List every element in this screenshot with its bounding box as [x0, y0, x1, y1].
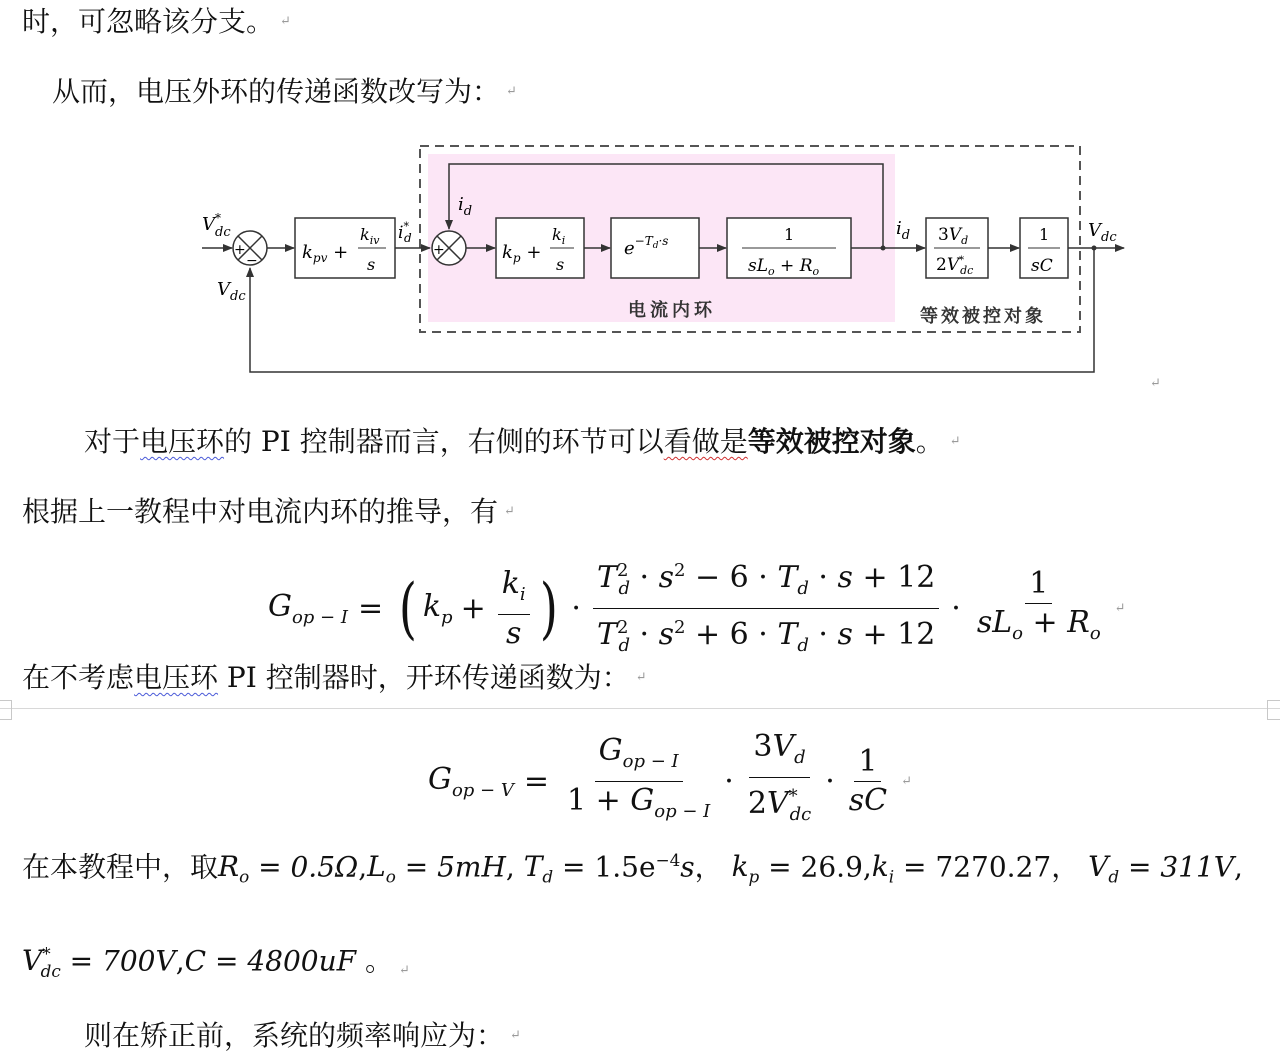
param-c: 4800uF [247, 944, 357, 978]
svg-text:2V*dc: 2V* dc [936, 255, 974, 277]
text-line-5-voltage-loop: 电压环 [134, 661, 219, 694]
params-prefix: 在本教程中，取 [22, 850, 219, 884]
svg-text:sLo + Ro: $sL_o + R_o$ [748, 256, 820, 278]
param-td-exp: −4 [655, 850, 681, 870]
param-td-unit: s [680, 850, 695, 884]
page-break-line [0, 708, 1280, 709]
text-line-3-end: 。 [915, 425, 944, 458]
svg-text:3Vd: $3V_d$ [938, 225, 969, 247]
text-line-5-c: PI 控制器时，开环传递函数为： [218, 661, 630, 694]
text-line-3-voltage-loop: 电压环 [140, 425, 225, 458]
svg-text:s: s [556, 255, 565, 274]
paragraph-mark: ↵ [510, 1028, 521, 1043]
eq1-lhs: $G_{op - I}$ [268, 589, 348, 628]
text-line-params: 在本教程中，取$R_o = 0.5\Omega,L_o = 5mH$, $T_d = 1.5e^{-4}s$， $k_p = 26.9,k_i = 7270.27$， $V_d = 311V$, [22, 850, 1243, 887]
param-lo: 5mH [437, 850, 506, 884]
svg-text:s: s [367, 255, 376, 274]
param-vd: 311V [1160, 850, 1235, 884]
param-vdc-ref: 700V [102, 944, 176, 978]
paragraph-mark: ↵ [901, 773, 912, 789]
text-line-1 [22, 4, 291, 40]
text-line-3-equiv-plant: 等效被控对象 [747, 425, 916, 458]
svg-text:kpv +: $k_{pv}$ + [302, 242, 349, 265]
plant-numerator: 1 [784, 225, 795, 244]
param-td: 1.5e [594, 850, 656, 884]
svg-text:kiv: $k_{iv}$ [360, 225, 380, 247]
equiv-plant-label: 等效被控对象 [920, 306, 1046, 327]
inner-loop-label: 电流内环 [628, 300, 716, 321]
param-ro: 0.5Ω [290, 850, 359, 884]
sum-junction-outer [233, 231, 267, 269]
text-line-4-content: 根据上一教程中对电流内环的推导，有 [22, 495, 499, 528]
eq2-lhs: $G_{op - V}$ [428, 761, 514, 801]
text-line-3-a: 对于 [84, 425, 141, 458]
sum-minus-sign: − [246, 253, 258, 269]
label-id-feedback: $i_d$ [458, 194, 473, 219]
text-line-1-content: 时，可忽略该分支。 [22, 5, 275, 38]
equation-gop-i: $G_{op - I}$ = ( $k_p$ + $\frac{k_i}{s}$ ) · $\frac{T^2_d \cdot s^2 - 6 \cdot T_d \cdot s + 12}{T^2_d \cdot s^2 + 6 \cdot T_d \cdot s + 12}$ · $\frac{1}{sL_o + R_o}$ ↵ [268, 552, 1126, 665]
equation-gop-v: $G_{op - V}$ = $\frac{G_{op - I}}{1 + G_{op - I}}$ · $\frac{3V_d}{2V^*_{dc}}$ · $\frac{1}{sC}$ ↵ [428, 729, 912, 825]
text-line-3 [84, 424, 961, 460]
text-line-2-content: 从而，电压外环的传递函数改写为： [52, 75, 501, 108]
svg-text:ki: $k_i$ [552, 225, 566, 247]
label-vdc-ref: V* dc [202, 211, 231, 240]
paragraph-mark: ↵ [280, 14, 291, 29]
label-id-ref: i* d [398, 220, 412, 245]
page-corner-right [1267, 700, 1280, 720]
text-line-8-content: 则在矫正前，系统的频率响应为： [84, 1019, 505, 1052]
param-ki: 7270.27 [935, 850, 1052, 884]
svg-text:kp +: $k_p$ + [502, 242, 542, 265]
text-line-params-2: $V^*_{dc} = 700V,C = 4800uF$ 。 ↵ [22, 944, 410, 981]
paragraph-mark: ↵ [1114, 601, 1126, 616]
paragraph-mark: ↵ [949, 434, 961, 449]
block-diagram [190, 140, 1150, 390]
paragraph-mark: ↵ [1150, 376, 1161, 391]
page-corner-left [0, 700, 12, 720]
text-line-5-a: 在不考虑 [22, 661, 135, 694]
text-line-8 [84, 1018, 521, 1054]
svg-text:e−Td·s: $e^{-T}d\cdot s$ [624, 234, 669, 259]
paragraph-mark: ↵ [635, 670, 647, 685]
label-vdc-feedback: $V_{dc}$ [217, 279, 246, 304]
paragraph-mark: ↵ [398, 962, 410, 978]
svg-text:+: + [433, 242, 445, 258]
text-line-3-regard-as: 看做是 [663, 425, 748, 458]
param-kp: 26.9 [800, 850, 863, 884]
cap-numerator: 1 [1039, 225, 1050, 244]
sum-junction-inner [432, 231, 466, 265]
paragraph-mark: ↵ [504, 504, 515, 519]
paragraph-mark: ↵ [506, 84, 517, 99]
text-line-2 [52, 74, 517, 110]
sum-plus-sign: + [234, 242, 246, 258]
svg-text:sC: sC [1031, 256, 1053, 276]
text-line-3-c: 的 PI 控制器而言，右侧的环节可以 [224, 425, 664, 458]
label-vdc-output: $V_{dc}$ [1088, 220, 1117, 245]
text-line-5 [22, 660, 647, 696]
label-id-output: $i_d$ [896, 218, 911, 243]
text-line-4 [22, 494, 515, 530]
